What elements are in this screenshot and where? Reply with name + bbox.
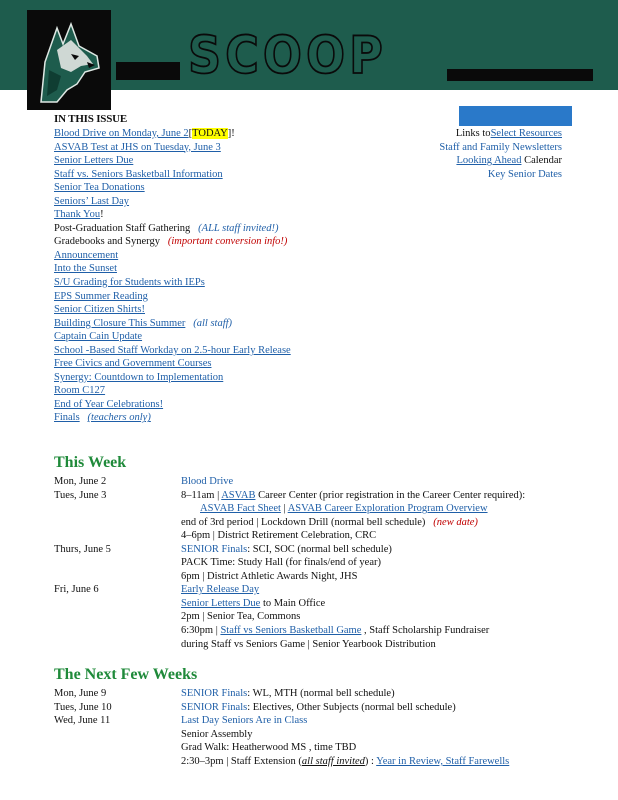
toc-item [54,290,354,304]
schedule-row [54,529,574,543]
schedule-row [54,502,574,516]
next-weeks-heading: The Next Few Weeks [54,666,198,683]
today-highlight: TODAY [192,128,228,139]
event-text: : Electives, Other Subjects (normal bell schedule) [247,701,456,713]
links-to-label: Links to [455,128,491,139]
event-text: 6pm | District Athletic Awards Night, JHS [181,570,358,582]
day-label: Tues, June 10 [54,701,112,713]
toc-item [54,141,354,155]
toc-item [54,357,354,371]
toc-item [54,276,354,290]
asvab-link[interactable]: ASVAB [221,489,256,501]
toc-item [54,317,354,331]
schedule-row [54,687,574,701]
schedule-row [54,516,574,530]
toc-link[interactable]: Into the Sunset [54,263,117,275]
event-text: 8–11am | [181,489,222,501]
event-text: 6:30pm | [181,625,221,637]
toc-link[interactable]: Free Civics and Government Courses [54,358,212,370]
toc-item [54,303,354,317]
toc-item [54,168,354,182]
schedule-row [54,728,574,742]
toc-item [54,249,354,263]
day-label: Fri, June 6 [54,584,99,596]
senior-letters-due-link[interactable]: Senior Letters Due [181,597,261,609]
new-date-note: (new date) [433,516,478,528]
toc-item [54,262,354,276]
toc-link[interactable]: Announcement [54,249,119,261]
looking-ahead-line [342,154,562,168]
toc-link[interactable]: Blood Drive on Monday, June 2 [54,128,189,139]
event-text: Grad Walk: Heatherwood MS , time TBD [181,742,357,754]
blue-label-block [459,106,572,126]
event-text: Senior Assembly [181,728,253,740]
schedule-row [54,597,574,611]
toc-link[interactable]: Senior Letters Due [54,155,134,167]
day-label: Mon, June 9 [54,688,107,699]
toc-link[interactable]: Seniors’ Last Day [54,195,130,207]
toc-item [54,330,354,344]
year-in-review-link[interactable]: Year in Review, Staff Farewells [376,755,510,767]
day-label: Mon, June 2 [54,476,107,487]
toc-item [54,384,354,398]
schedule-row [54,714,574,728]
select-resources-link[interactable]: Select Resources [490,128,562,139]
event-text: , Staff Scholarship Fundraiser [361,625,490,637]
schedule-row [54,556,574,570]
event-text: : WL, MTH (normal bell schedule) [247,688,395,699]
schedule-row [54,475,574,489]
toc-link[interactable]: Finals [54,412,80,424]
event-text: Career Center (prior registration in the Career Center required): [255,489,526,501]
schedule-row [54,583,574,597]
toc-link[interactable]: Synergy: Countdown to Implementation [54,371,224,383]
toc-link[interactable]: School -Based Staff Workday on 2.5-hour Early Release [54,344,291,356]
asvab-overview-link[interactable]: ASVAB Career Exploration Program Overview [287,503,488,515]
next-weeks-schedule [54,687,574,768]
toc-tail: ! [231,128,235,139]
toc-item [54,195,354,209]
event-text: 2pm | Senior Tea, Commons [181,611,301,623]
toc-item: Blood Drive on Monday, June 2[TODAY]! [54,128,235,139]
schedule-row [54,741,574,755]
toc-link[interactable]: Captain Cain Update [54,331,143,343]
toc-link[interactable]: Senior Tea Donations [54,182,145,194]
toc-item [54,371,354,385]
schedule-row [54,610,574,624]
toc-link[interactable]: EPS Summer Reading [54,290,148,302]
day-label: Wed, June 11 [54,715,111,727]
key-senior-dates-link[interactable]: Key Senior Dates [487,168,562,180]
event-text: 2:30–3pm | Staff Extension ( [181,755,302,767]
event-text: end of 3rd period | Lockdown Drill (normal bell schedule) [181,516,426,528]
senior-finals-link[interactable]: SENIOR Finals [181,701,248,713]
separator: | [280,503,288,515]
toc-item [54,344,354,358]
toc-item [54,154,354,168]
this-week-heading: This Week [54,454,127,471]
toc-text: Post-Graduation Staff Gathering [54,222,191,234]
banner-black-bar-left [116,62,180,80]
toc-note: (ALL staff invited!) [198,222,279,234]
schedule-row [54,543,574,557]
toc-heading: IN THIS ISSUE [54,113,128,125]
toc-link[interactable]: End of Year Celebrations! [54,398,164,410]
toc-note: (all staff) [193,317,233,329]
all-staff-invited-note: all staff invited [301,755,365,767]
right-links [342,127,562,181]
select-resources-line [342,127,562,141]
asvab-fact-sheet-link[interactable]: ASVAB Fact Sheet [200,503,281,515]
toc-link[interactable]: S/U Grading for Students with IEPs [54,277,205,289]
toc-item [54,411,354,425]
event-text: ) : [364,755,377,767]
day-label: Thurs, June 5 [54,543,111,555]
schedule-row [54,755,574,769]
toc-link[interactable]: Senior Citizen Shirts! [54,304,145,316]
early-release-day-link[interactable]: Early Release Day [181,584,260,596]
toc-link[interactable]: Staff vs. Seniors Basketball Information [54,168,223,180]
looking-ahead-link[interactable]: Looking Ahead [456,155,522,167]
toc-text: Gradebooks and Synergy [54,236,160,248]
toc-link[interactable]: Room C127 [54,385,106,397]
toc-link[interactable]: ASVAB Test at JHS on Tuesday, June 3 [54,141,221,153]
schedule-row [54,638,574,652]
senior-finals-link[interactable]: SENIOR Finals [181,543,248,555]
toc-item [54,235,354,249]
senior-finals-link[interactable]: SENIOR Finals [181,688,248,699]
toc-link[interactable]: Building Closure This Summer [54,317,186,329]
newsletter-title: SCOOP [188,24,387,86]
last-day-seniors-link[interactable]: Last Day Seniors Are in Class [181,715,308,727]
basketball-game-link[interactable]: Staff vs Seniors Basketball Game [220,625,362,637]
event-text: to Main Office [260,597,326,609]
toc-item [54,208,354,222]
schedule-row [54,570,574,584]
event-text: during Staff vs Seniors Game | Senior Yearbook Distribution [181,638,436,650]
toc-note: (teachers only) [87,412,151,424]
schedule-row [54,701,574,715]
newsletters-link[interactable]: Staff and Family Newsletters [439,141,562,153]
toc-item [54,222,354,236]
calendar-label: Calendar [521,155,562,167]
schedule-row [54,624,574,638]
event-text: 4–6pm | District Retirement Celebration, CRC [181,530,377,542]
toc-note: (important conversion info!) [167,236,288,248]
banner-black-bar-right [447,69,593,81]
day-label: Tues, June 3 [54,489,107,501]
toc-item [54,398,354,412]
this-week-schedule [54,475,574,651]
toc-item [54,181,354,195]
toc-link[interactable]: Thank You [54,209,101,221]
husky-logo-icon [27,10,111,110]
toc-suffix: ! [100,209,104,221]
schedule-row [54,489,574,503]
event-text: : SCI, SOC (normal bell schedule) [247,543,392,555]
blood-drive-link[interactable]: Blood Drive [181,476,234,487]
toc-list [54,127,354,425]
event-text: PACK Time: Study Hall (for finals/end of year) [181,557,381,569]
